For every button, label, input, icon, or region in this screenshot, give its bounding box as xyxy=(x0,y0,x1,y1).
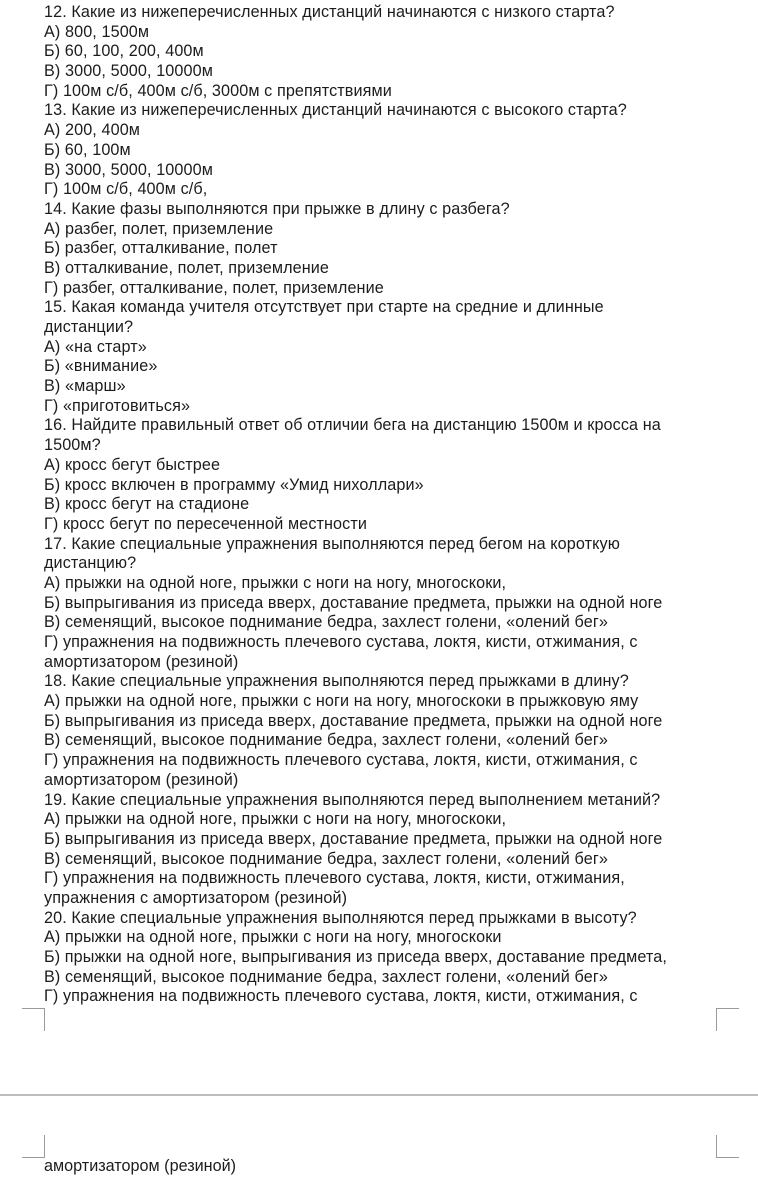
option-d: Г) упражнения на подвижность плечевого сустава, локтя, кисти, отжимания, с xyxy=(44,751,638,770)
option-b: Б) разбег, отталкивание, полет xyxy=(44,239,278,258)
option-d: Г) 100м с/б, 400м с/б, xyxy=(44,180,208,199)
margin-corner-mark xyxy=(22,1135,45,1158)
option-b: Б) кросс включен в программу «Умид нихоллари» xyxy=(44,475,424,494)
option-d: Г) кросс бегут по пересеченной местности xyxy=(44,514,368,533)
option-b: Б) прыжки на одной ноге, выпрыгивания из приседа вверх, доставание предмета, xyxy=(44,948,667,966)
margin-corner-mark xyxy=(716,1135,739,1158)
document-body xyxy=(44,3,744,1007)
option-a: А) прыжки на одной ноге, прыжки с ноги на ногу, многоскоки, xyxy=(44,573,507,592)
question-20: 20. Какие специальные упражнения выполняются перед прыжками в высоту? xyxy=(44,908,637,927)
question-15-continued: дистанции? xyxy=(44,318,134,336)
question-13: 13. Какие из нижеперечисленных дистанций начинаются с высокого старта? xyxy=(44,101,627,120)
option-d-continued: амортизатором (резиной) xyxy=(44,770,239,789)
margin-corner-mark xyxy=(22,1008,45,1031)
question-15: 15. Какая команда учителя отсутствует при старте на средние и длинные xyxy=(44,298,604,317)
question-19: 19. Какие специальные упражнения выполняются перед выполнением метаний? xyxy=(44,790,661,809)
option-b: Б) выпрыгивания из приседа вверх, доставание предмета, прыжки на одной ноге xyxy=(44,593,663,612)
option-d-continued: амортизатором (резиной) xyxy=(44,652,239,671)
option-c: В) «марш» xyxy=(44,377,126,396)
option-b: Б) «внимание» xyxy=(44,357,158,376)
page-break-divider xyxy=(0,1094,758,1096)
option-d: Г) упражнения на подвижность плечевого сустава, локтя, кисти, отжимания, с xyxy=(44,987,638,1006)
option-b: Б) выпрыгивания из приседа вверх, доставание предмета, прыжки на одной ноге xyxy=(44,711,663,730)
option-c: В) кросс бегут на стадионе xyxy=(44,495,250,514)
option-a: А) кросс бегут быстрее xyxy=(44,455,221,474)
option-b: Б) 60, 100м xyxy=(44,140,131,159)
option-b: Б) выпрыгивания из приседа вверх, доставание предмета, прыжки на одной ноге xyxy=(44,829,663,848)
option-c: В) семенящий, высокое поднимание бедра, захлест голени, «олений бег» xyxy=(44,731,608,750)
option-a: А) прыжки на одной ноге, прыжки с ноги на ногу, многоскоки, xyxy=(44,810,507,829)
option-c: В) 3000, 5000, 10000м xyxy=(44,160,213,179)
option-a: А) прыжки на одной ноге, прыжки с ноги на ногу, многоскоки xyxy=(44,928,502,947)
option-c: В) семенящий, высокое поднимание бедра, захлест голени, «олений бег» xyxy=(44,849,608,868)
option-c: В) отталкивание, полет, приземление xyxy=(44,258,329,277)
option-c: В) семенящий, высокое поднимание бедра, захлест голени, «олений бег» xyxy=(44,613,608,632)
option-c: В) 3000, 5000, 10000м xyxy=(44,62,213,81)
option-c: В) семенящий, высокое поднимание бедра, захлест голени, «олений бег» xyxy=(44,967,608,986)
question-17-continued: дистанцию? xyxy=(44,554,137,573)
margin-corner-mark xyxy=(716,1008,739,1031)
option-a: А) 200, 400м xyxy=(44,121,141,140)
question-16: 16. Найдите правильный ответ об отличии бега на дистанцию 1500м и кросса на xyxy=(44,416,661,435)
option-d: Г) «приготовиться» xyxy=(44,396,191,415)
option-d: Г) упражнения на подвижность плечевого сустава, локтя, кисти, отжимания, xyxy=(44,869,625,888)
next-page-text: амортизатором (резиной) xyxy=(44,1157,237,1175)
option-d-continued: упражнения с амортизатором (резиной) xyxy=(44,888,348,907)
option-d: Г) разбег, отталкивание, полет, приземление xyxy=(44,278,384,297)
question-18: 18. Какие специальные упражнения выполняются перед прыжками в длину? xyxy=(44,672,629,691)
question-12: 12. Какие из нижеперечисленных дистанций начинаются с низкого старта? xyxy=(44,3,615,21)
question-14: 14. Какие фазы выполняются при прыжке в длину с разбега? xyxy=(44,199,510,218)
option-d: Г) упражнения на подвижность плечевого сустава, локтя, кисти, отжимания, с xyxy=(44,633,638,651)
option-d: Г) 100м с/б, 400м с/б, 3000м с препятствиями xyxy=(44,81,392,100)
option-b: Б) 60, 100, 200, 400м xyxy=(44,42,204,61)
option-a: А) разбег, полет, приземление xyxy=(44,219,274,238)
question-17: 17. Какие специальные упражнения выполняются перед бегом на короткую xyxy=(44,534,620,553)
option-a: А) прыжки на одной ноге, прыжки с ноги на ногу, многоскоки в прыжковую яму xyxy=(44,692,639,711)
question-16-continued: 1500м? xyxy=(44,436,101,455)
option-a: А) «на старт» xyxy=(44,337,147,356)
option-a: А) 800, 1500м xyxy=(44,22,150,41)
